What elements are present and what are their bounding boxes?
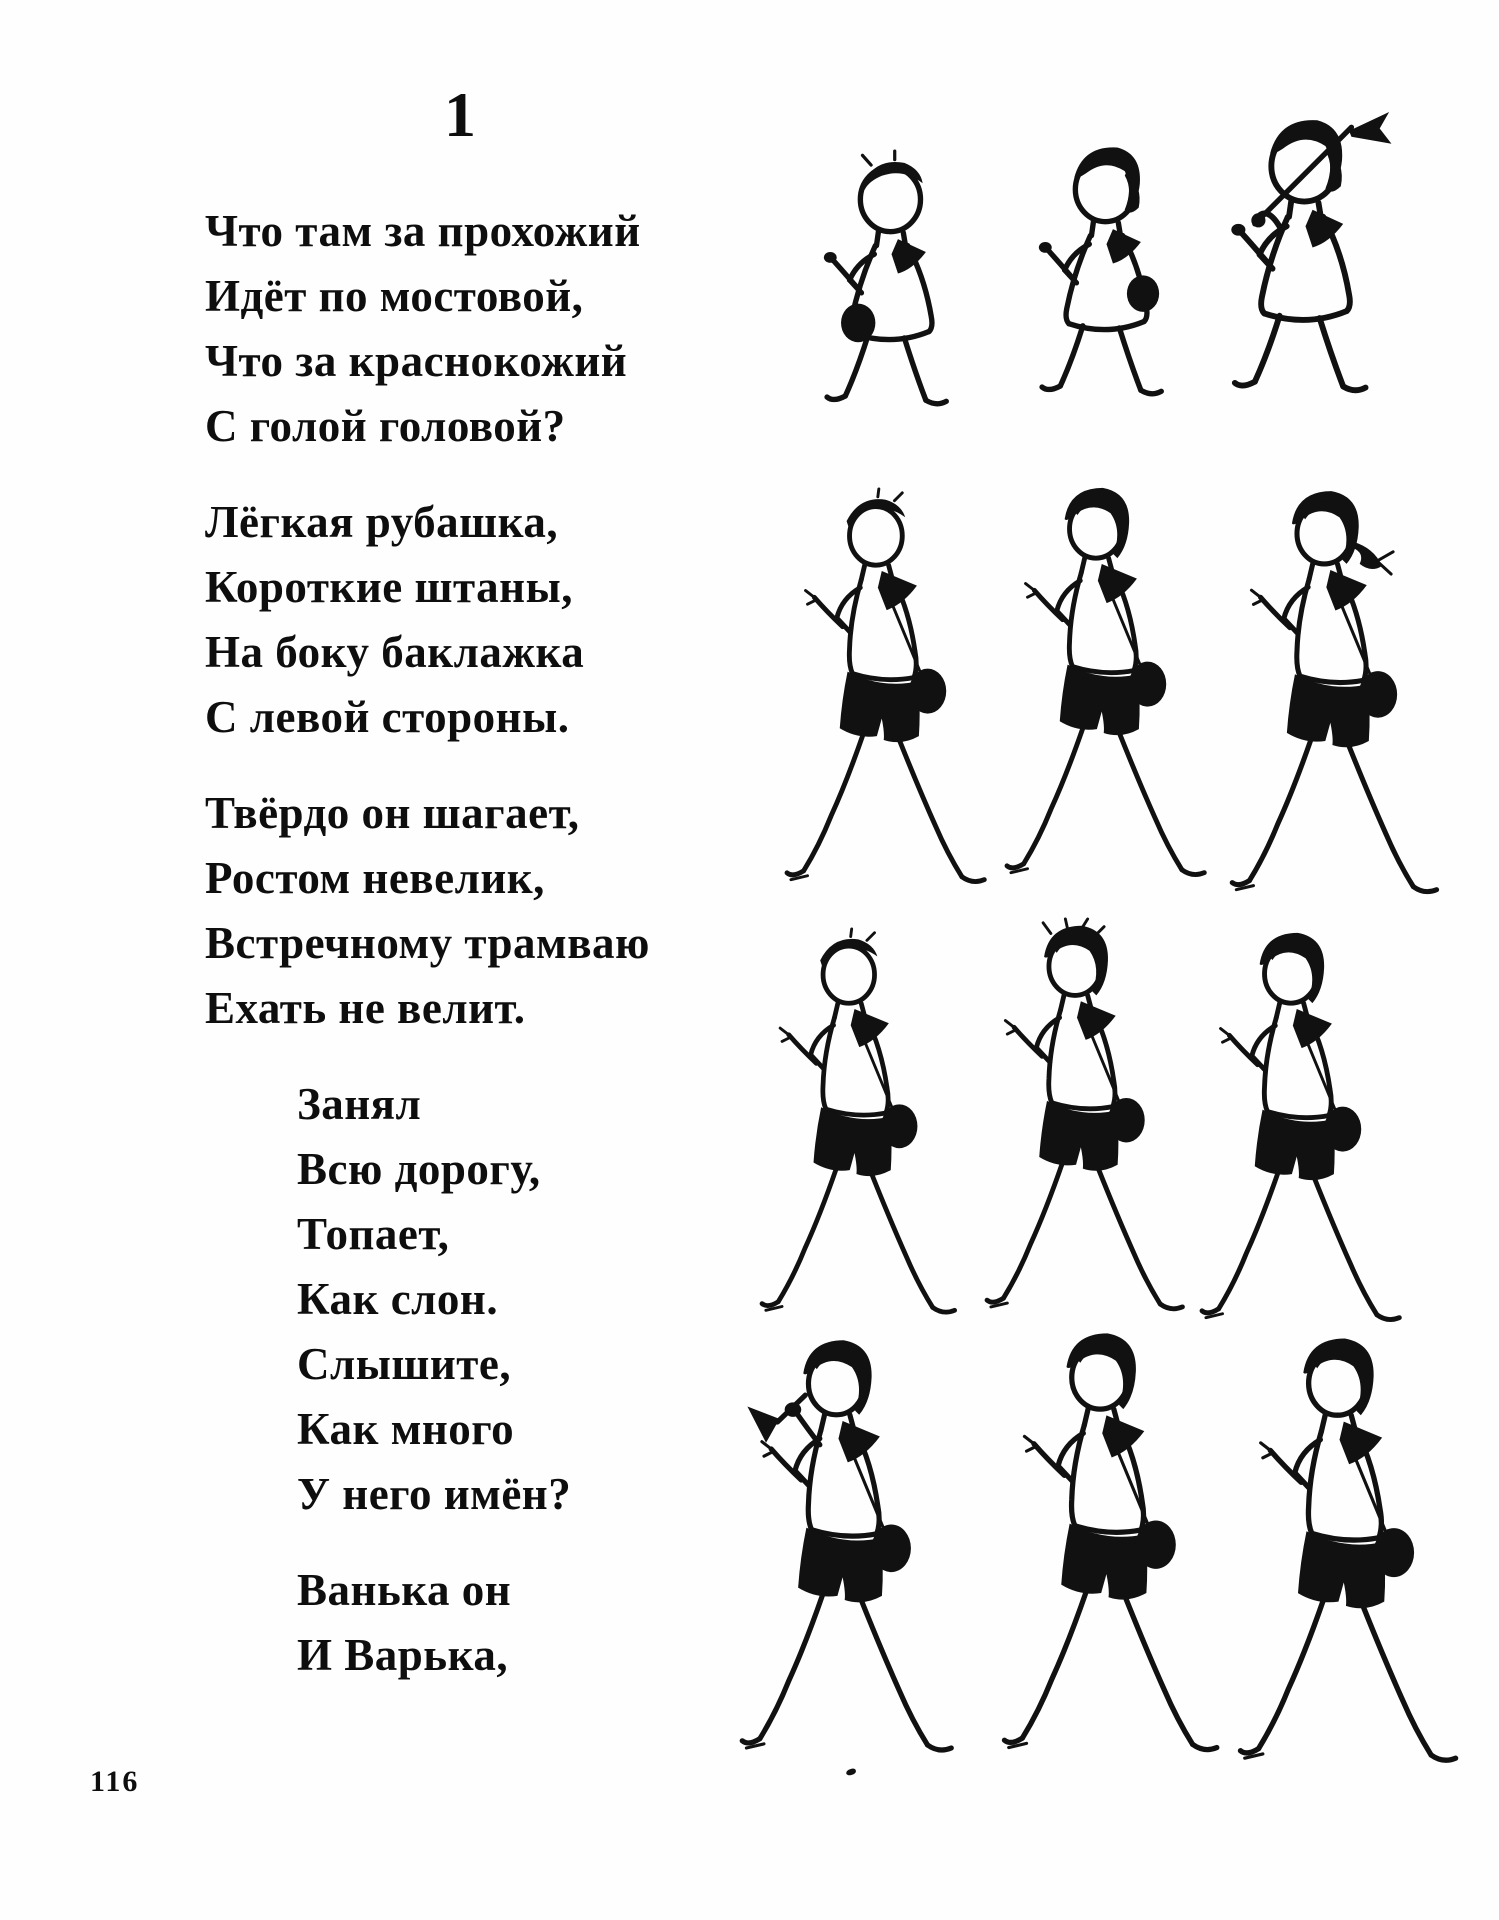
- poem-line: Идёт по мостовой,: [205, 271, 584, 321]
- poem-stanza: [205, 490, 650, 750]
- figure-pioneer-row4-3: [1238, 1330, 1473, 1788]
- page-number: 116: [90, 1765, 140, 1798]
- poem-line: С левой стороны.: [205, 692, 570, 742]
- poem-stanza: [205, 781, 650, 1041]
- poem-line: И Варька,: [297, 1630, 509, 1680]
- poem-line: У него имён?: [297, 1469, 572, 1519]
- poem-line: Как слон.: [297, 1274, 499, 1324]
- figure-pioneer-row3-3: [1200, 925, 1415, 1345]
- poem-line: Слышите,: [297, 1339, 512, 1389]
- poem-line: Как много: [297, 1404, 515, 1454]
- poem-line: Топает,: [297, 1209, 450, 1259]
- poem-text: [205, 199, 650, 1719]
- poem-line: Занял: [297, 1079, 422, 1129]
- section-number: 1: [444, 79, 476, 150]
- poem-line: С голой головой?: [205, 401, 566, 451]
- figure-pioneer-girl-pigtail: [1230, 483, 1453, 918]
- figure-toddler-walking-1: [800, 150, 983, 440]
- poem-line: На боку баклажка: [205, 627, 585, 677]
- poem-stanza: [297, 1072, 650, 1527]
- poem-stanza: [205, 199, 650, 459]
- poem-line: Короткие штаны,: [205, 562, 573, 612]
- poem-line: Что там за прохожий: [205, 206, 641, 256]
- figure-toddler-walking-2: [1015, 140, 1198, 430]
- figure-toddler-with-flag: [1205, 112, 1406, 430]
- figure-pioneer-with-bugle: [740, 1332, 968, 1777]
- poem-line: Ехать не велит.: [205, 983, 526, 1033]
- figure-pioneer-row2-2: [1005, 480, 1220, 900]
- poem-line: Всю дорогу,: [297, 1144, 541, 1194]
- figure-pioneer-row2-1: [785, 487, 1000, 907]
- poem-line: Что за краснокожий: [205, 336, 628, 386]
- poem-line: Твёрдо он шагает,: [205, 788, 580, 838]
- figure-pioneer-row3-1: [760, 927, 970, 1337]
- poem-stanza: [297, 1558, 650, 1688]
- poem-line: Встречному трамваю: [205, 918, 650, 968]
- figure-pioneer-girl-shaggy: [985, 918, 1198, 1334]
- poem-line: Лёгкая рубашка,: [205, 497, 559, 547]
- poem-line: Ванька он: [297, 1565, 512, 1615]
- ink-speck: [845, 1768, 856, 1776]
- poem-line: Ростом невелик,: [205, 853, 545, 903]
- figure-pioneer-row4-2: [1002, 1325, 1234, 1777]
